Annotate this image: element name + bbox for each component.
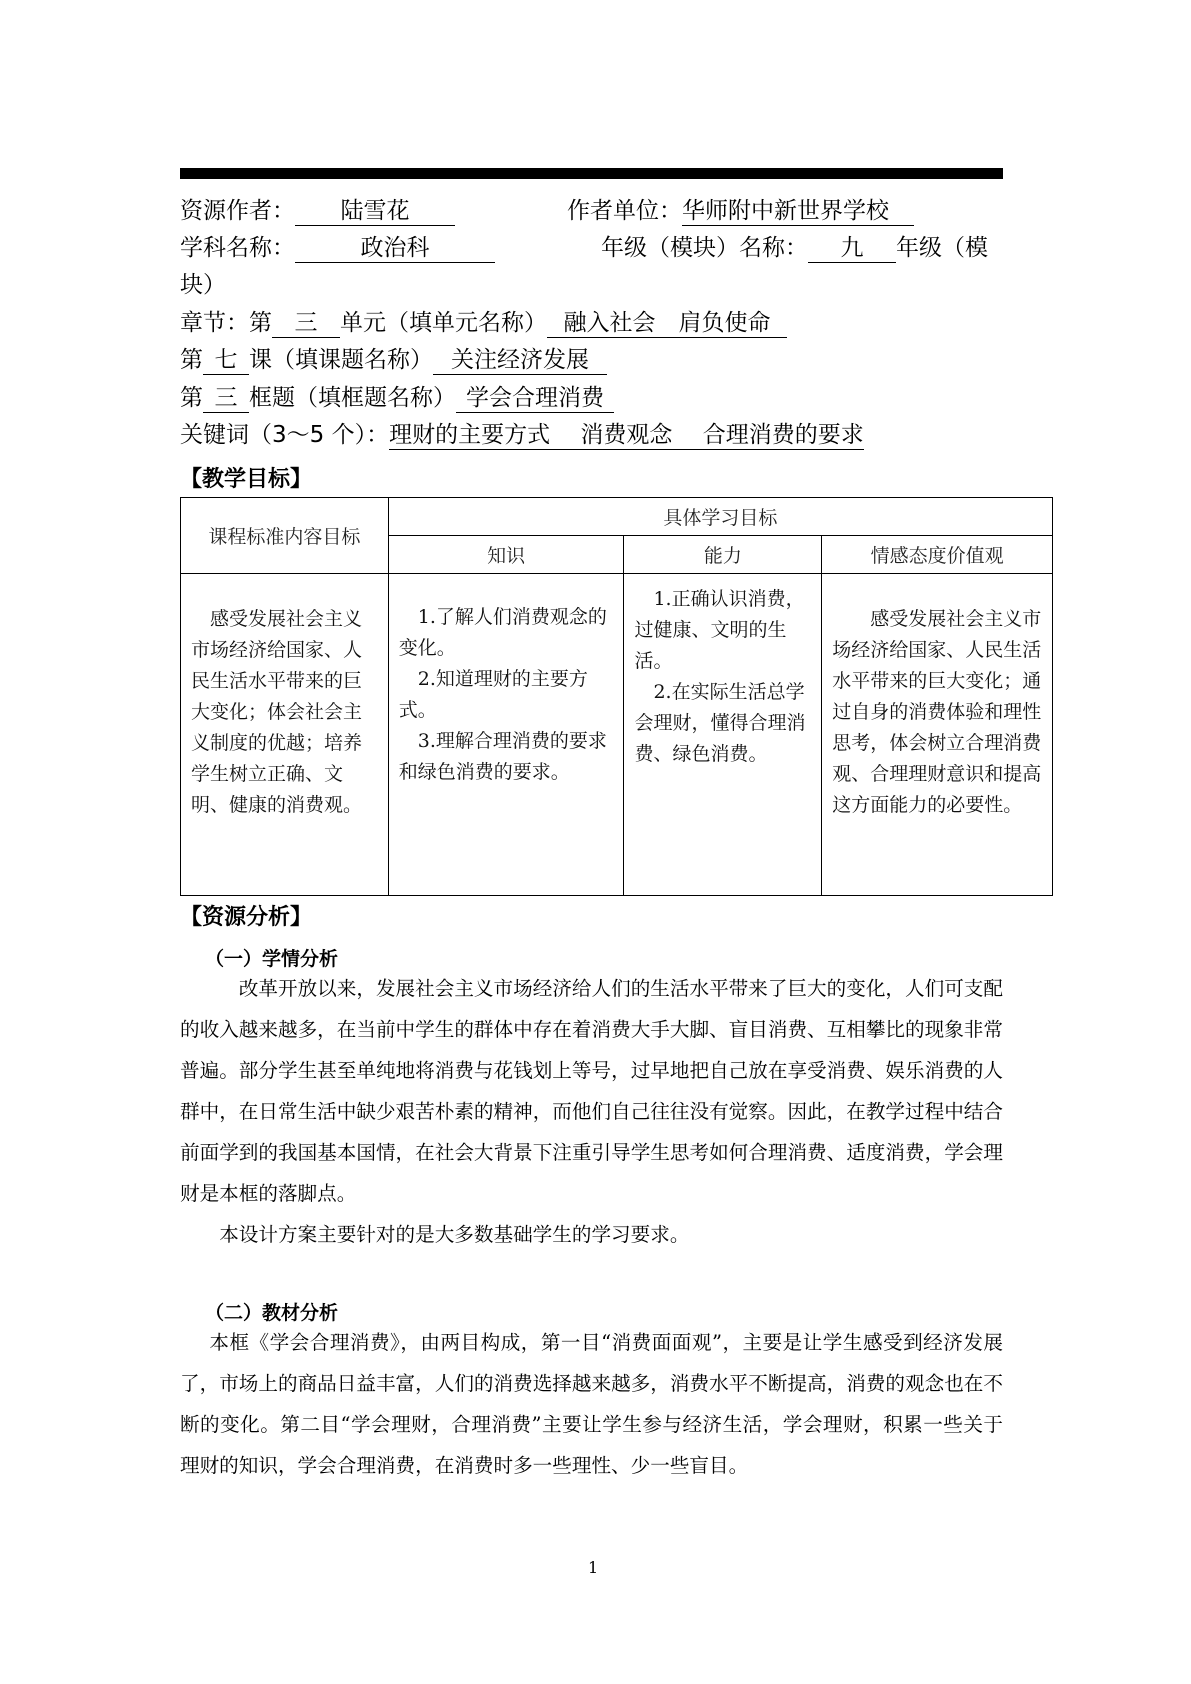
design-note-paragraph: 本设计方案主要针对的是大多数基础学生的学习要求。: [219, 1223, 690, 1246]
textbook-analysis-paragraph: 本框《学会合理消费》，由两目构成，第一目“消费面面观”，主要是让学生感受到经济发展了，市场上的商品日益丰富，人们的消费选择越来越多，消费水平不断提高，消费的观念也在不断的变化。第二目“学会理财，合理消费”主要让学生参与经济生活，学会理财，积累一些关于理财的知识，学会合理消费，在消费时多一些理性、少一些盲目。: [180, 1331, 1003, 1477]
subject-line: [180, 231, 495, 265]
header-standard: 课程标准内容目标: [181, 498, 389, 574]
cell-standard: [181, 574, 389, 896]
subject-value: 政治科: [295, 234, 495, 263]
unit-label: 作者单位：: [567, 198, 682, 224]
page-number: 1: [588, 1558, 599, 1577]
unit-value: 华师附中新世界学校: [682, 197, 914, 226]
student-analysis-title: （一）学情分析: [205, 948, 339, 970]
cell-emotion: [822, 574, 1053, 896]
grade-line: [601, 231, 988, 265]
lesson-line: [180, 343, 607, 377]
header-emotion: 情感态度价值观: [822, 536, 1053, 574]
frame-mid: 框题（填框题名称）: [249, 385, 456, 411]
chapter-mid: 单元（填单元名称）: [340, 310, 547, 336]
ability-item: 1.正确认识消费，过健康、文明的生活。: [634, 588, 805, 672]
subject-label: 学科名称：: [180, 235, 295, 261]
teaching-goals-table: [180, 497, 1053, 896]
grade-value: 九: [808, 234, 896, 263]
knowledge-item: 3.理解合理消费的要求和绿色消费的要求。: [398, 730, 607, 783]
chapter-number: 三: [272, 309, 340, 338]
cell-knowledge: [388, 574, 624, 896]
cell-ability: [624, 574, 822, 896]
frame-line: [180, 381, 614, 415]
lesson-prefix: 第: [180, 347, 203, 373]
unit-line: [567, 194, 914, 228]
grade-label: 年级（模块）名称：: [601, 235, 808, 261]
lesson-name: 关注经济发展: [433, 346, 607, 375]
knowledge-item: 2.知道理财的主要方式。: [398, 668, 588, 721]
chapter-name: 融入社会 肩负使命: [547, 309, 787, 338]
analysis-section-title: 【资源分析】: [180, 905, 313, 930]
lesson-number: 七: [203, 346, 249, 375]
chapter-line: [180, 306, 787, 340]
goals-section-title: 【教学目标】: [180, 467, 313, 492]
keywords-line: [180, 418, 864, 452]
author-line: [180, 194, 455, 228]
student-analysis-paragraph: 改革开放以来，发展社会主义市场经济给人们的生活水平带来了巨大的变化，人们可支配的收入越来越多，在当前中学生的群体中存在着消费大手大脚、盲目消费、互相攀比的现象非常普遍。部分学生甚至单纯地将消费与花钱划上等号，过早地把自己放在享受消费、娱乐消费的人群中，在日常生活中缺少艰苦朴素的精神，而他们自己往往没有觉察。因此，在教学过程中结合前面学到的我国基本国情，在社会大背景下注重引导学生思考如何合理消费、适度消费，学会理财是本框的落脚点。: [180, 977, 1003, 1205]
keywords-value: 理财的主要方式 消费观念 合理消费的要求: [389, 422, 864, 448]
header-knowledge: 知识: [388, 536, 624, 574]
emotion-text: 感受发展社会主义市场经济给国家、人民生活水平带来的巨大变化；通过自身的消费体验和理性思考，体会树立合理消费观、合理理财意识和提高这方面能力的必要性。: [832, 608, 1042, 816]
lesson-mid: 课（填课题名称）: [249, 347, 433, 373]
chapter-label: 章节：第: [180, 310, 272, 336]
header-ability: 能力: [624, 536, 822, 574]
frame-prefix: 第: [180, 385, 203, 411]
frame-number: 三: [203, 384, 249, 413]
grade-suffix-wrap: 块）: [180, 272, 226, 298]
frame-name: 学会合理消费: [456, 384, 614, 413]
textbook-analysis-title: （二）教材分析: [205, 1302, 339, 1324]
header-specific: 具体学习目标: [388, 498, 1052, 536]
ability-item: 2.在实际生活总学会理财，懂得合理消费、绿色消费。: [634, 681, 806, 765]
keywords-label: 关键词（3～5 个）：: [180, 422, 390, 448]
grade-suffix: 年级（模: [896, 235, 988, 261]
author-label: 资源作者：: [180, 198, 295, 224]
author-value: 陆雪花: [295, 197, 455, 226]
knowledge-item: 1.了解人们消费观念的变化。: [398, 606, 607, 659]
header-rule: [180, 168, 1003, 179]
standard-text: 感受发展社会主义市场经济给国家、人民生活水平带来的巨大变化；体会社会主义制度的优越；培养学生树立正确、文明、健康的消费观。: [191, 608, 363, 816]
